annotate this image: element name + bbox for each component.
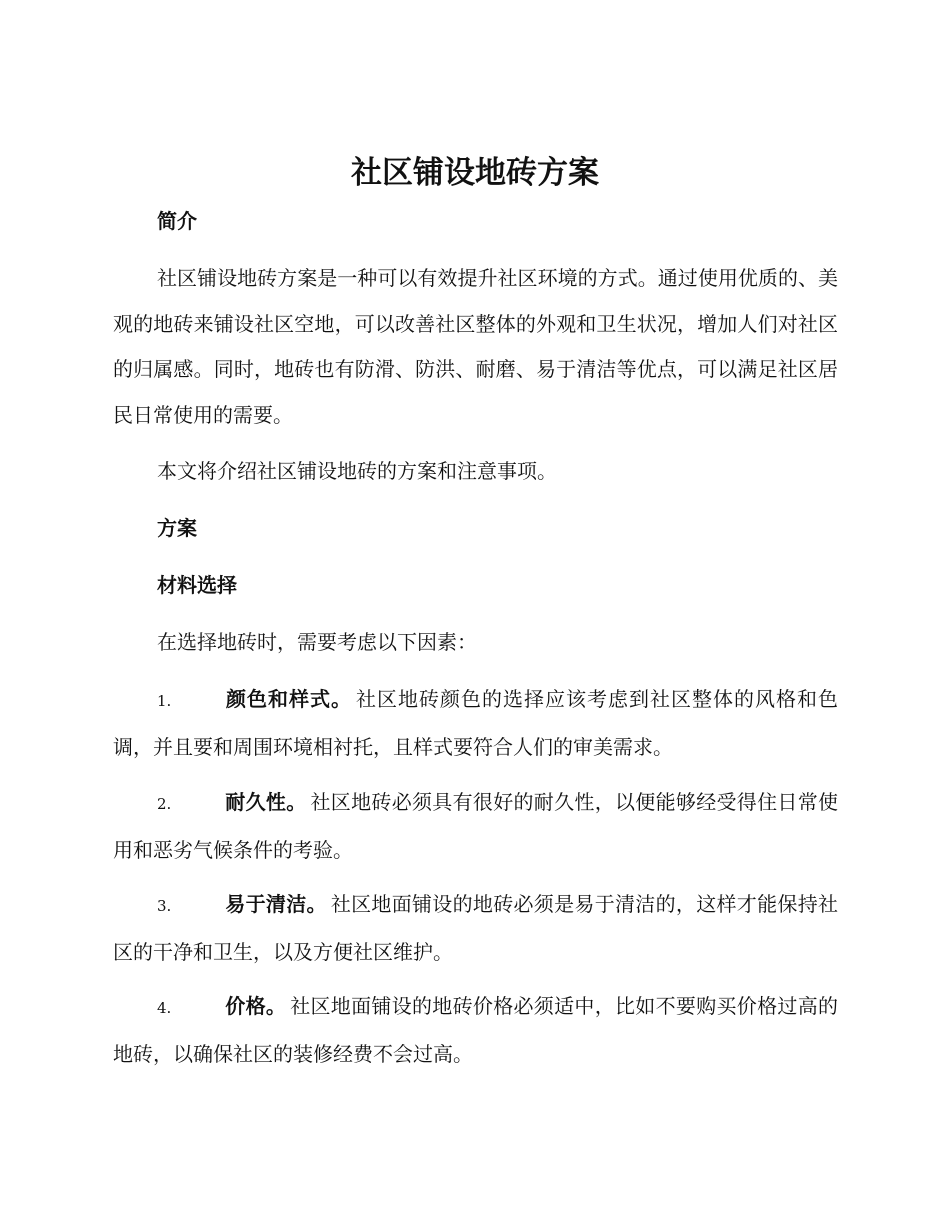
list-item (113, 677, 838, 770)
document-title: 社区铺设地砖方案 (351, 155, 599, 191)
list-item-term: 价格。 (225, 994, 287, 1018)
list-item-text: 社区地面铺设的地砖必须是易于清洁的，这样才能保持社区的干净和卫生，以及方便社区维护。 (113, 892, 839, 964)
materials-lead-paragraph: 在选择地砖时，需要考虑以下因素： (157, 630, 477, 654)
section-heading-plan: 方案 (157, 516, 197, 540)
list-item-text: 社区地面铺设的地砖价格必须适中，比如不要购买价格过高的地砖，以确保社区的装修经费不会过高。 (113, 994, 839, 1066)
intro-paragraph: 社区铺设地砖方案是一种可以有效提升社区环境的方式。通过使用优质的、美观的地砖来铺设社区空地，可以改善社区整体的外观和卫生状况，增加人们对社区的归属感。同时，地砖也有防滑、防洪、耐磨、易于清洁等优点，可以满足社区居民日常使用的需要。 (113, 266, 838, 427)
intro-summary-paragraph: 本文将介绍社区铺设地砖的方案和注意事项。 (157, 459, 557, 483)
section-heading-intro: 简介 (157, 209, 197, 233)
list-item (113, 882, 838, 975)
list-item (113, 984, 838, 1077)
list-item-term: 颜色和样式。 (225, 687, 352, 711)
list-item-number: 2. (157, 795, 172, 813)
list-item (113, 780, 838, 873)
list-item-text: 社区地砖颜色的选择应该考虑到社区整体的风格和色调，并且要和周围环境相衬托，且样式要符合人们的审美需求。 (113, 687, 838, 759)
subsection-heading-materials: 材料选择 (157, 573, 237, 597)
list-item-term: 易于清洁。 (225, 892, 327, 916)
list-item-text: 社区地砖必须具有很好的耐久性，以便能够经受得住日常使用和恶劣气候条件的考验。 (113, 790, 838, 862)
list-item-number: 1. (157, 692, 172, 710)
list-item-term: 耐久性。 (225, 790, 307, 814)
list-item-number: 4. (157, 999, 172, 1017)
list-item-number: 3. (157, 897, 172, 915)
